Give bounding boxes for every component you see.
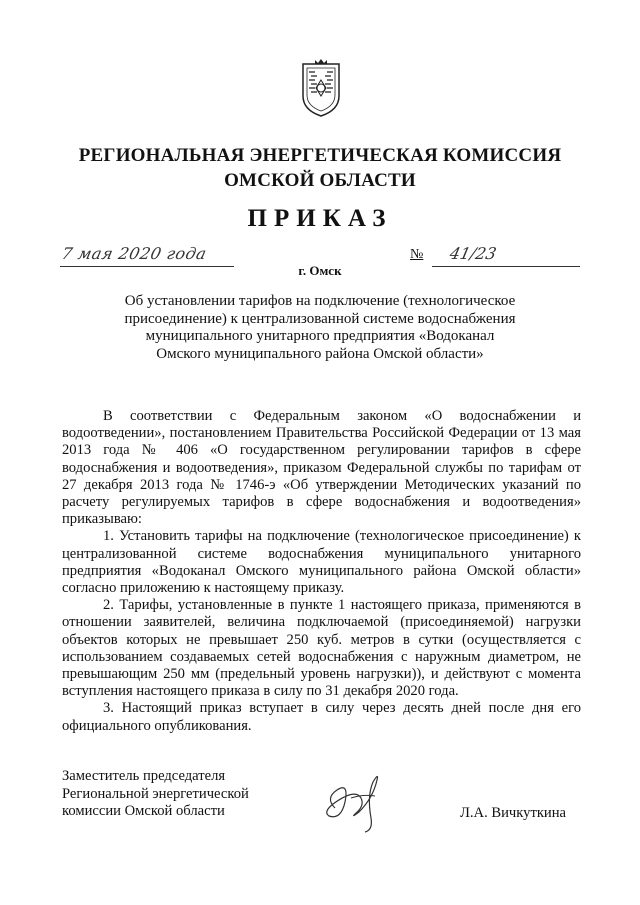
signatory-title-line: Заместитель председателя bbox=[62, 768, 226, 784]
subject-line: Омского муниципального района Омской области» bbox=[156, 345, 484, 362]
subject-line: присоединение) к централизованной системе водоснабжения bbox=[124, 310, 516, 327]
signatory-title bbox=[62, 768, 249, 821]
handwritten-date: 7 мая 2020 года bbox=[59, 244, 209, 263]
number-sign: № bbox=[410, 247, 424, 262]
subject-line: Об установлении тарифов на подключение (технологическое bbox=[124, 293, 516, 309]
signature-icon bbox=[315, 768, 415, 836]
coat-of-arms-icon bbox=[299, 58, 343, 118]
subject-line: муниципального унитарного предприятия «Водоканал bbox=[145, 328, 495, 344]
organization-name-line2: ОМСКОЙ ОБЛАСТИ bbox=[224, 170, 416, 191]
signatory-name: Л.А. Вичкуткина bbox=[460, 805, 567, 821]
order-body bbox=[62, 408, 581, 735]
body-paragraph-item-3: 3. Настоящий приказ вступает в силу через десять дней после дня его официального опубликования. bbox=[62, 700, 581, 734]
signatory-title-line: Региональной энергетической bbox=[62, 785, 249, 802]
organization-name-line1: РЕГИОНАЛЬНАЯ ЭНЕРГЕТИЧЕСКАЯ КОМИССИЯ bbox=[78, 145, 562, 166]
body-paragraph-preamble: В соответствии с Федеральным законом «О водоснабжении и водоотведении», постановлением Правительства Российской Федерации от 13 мая 2013 года № 406 «О государственном регулировании тарифов в сфере водоснабжения и водоотведения», приказом Федеральной службы по тарифам от 27 декабря 2013 года № 1746-э «Об утверждении Методических указаний по расчету регулируемых тарифов в сфере водоснабжения и водоотведения» приказываю: bbox=[62, 408, 581, 528]
city-label: г. Омск bbox=[298, 263, 342, 278]
body-paragraph-item-2: 2. Тарифы, установленные в пункте 1 настоящего приказа, применяются в отношении заявителей, величина подключаемой (присоединяемой) нагрузки объектов которых не превышает 250 куб. метров в сутки (осуществляется с использованием создаваемых сетей водоснабжения с наружным диаметром, не превышающим 250 мм (предельный уровень нагрузки)), и действуют с момента вступления настоящего приказа в силу по 31 декабря 2020 года. bbox=[62, 597, 581, 700]
handwritten-order-number: 41/23 bbox=[447, 244, 499, 263]
body-paragraph-item-1: 1. Установить тарифы на подключение (технологическое присоединение) к централизованной системе водоснабжения муниципального унитарного предприятия «Водоканал Омского муниципального района Омской области» согласно приложению к настоящему приказу. bbox=[62, 528, 581, 597]
order-subject bbox=[90, 293, 550, 363]
signatory-title-line: комиссии Омской области bbox=[62, 803, 225, 819]
document-type-title: ПРИКАЗ bbox=[247, 205, 393, 232]
